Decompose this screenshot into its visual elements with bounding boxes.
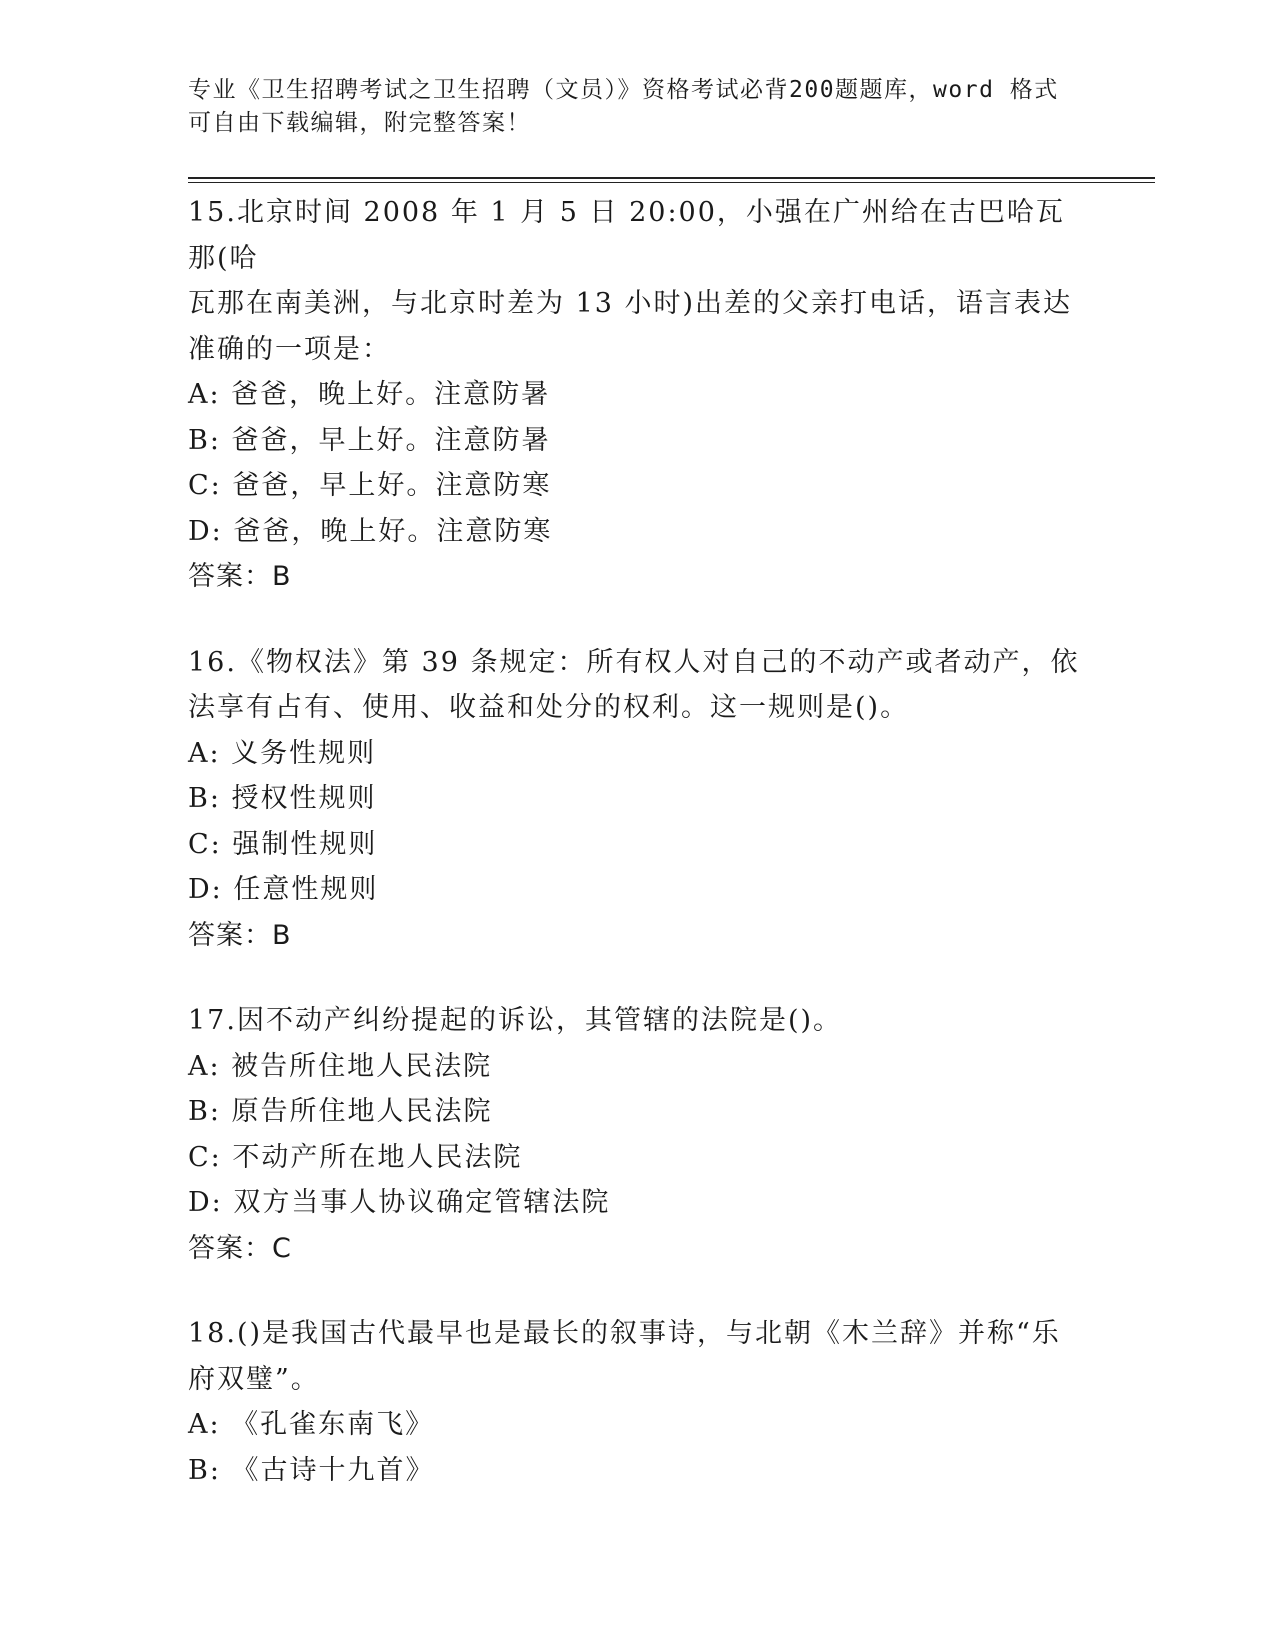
option-a: A: 爸爸，晚上好。注意防暑 bbox=[188, 379, 551, 410]
answer: 答案：B bbox=[188, 561, 292, 592]
question-stem-line: 17.因不动产纠纷提起的诉讼，其管辖的法院是()。 bbox=[188, 1005, 843, 1036]
document-header bbox=[188, 74, 1088, 140]
question-list bbox=[188, 190, 1088, 1533]
header-divider-thin bbox=[188, 182, 1155, 183]
question-stem-line: 瓦那在南美洲，与北京时差为 13 小时)出差的父亲打电话，语言表达 bbox=[188, 288, 1073, 319]
option-c: C: 爸爸，早上好。注意防寒 bbox=[188, 470, 552, 501]
option-a: A: 《孔雀东南飞》 bbox=[188, 1409, 435, 1440]
answer: 答案：B bbox=[188, 919, 292, 951]
header-line-2: 可自由下载编辑，附完整答案！ bbox=[188, 110, 531, 136]
header-line-1: 专业《卫生招聘考试之卫生招聘（文员）》资格考试必背200题题库，word 格式 bbox=[188, 77, 1059, 103]
question-stem-line: 18.()是我国古代最早也是最长的叙事诗，与北朝《木兰辞》并称“乐 bbox=[188, 1318, 1061, 1349]
option-a: A: 被告所住地人民法院 bbox=[188, 1050, 493, 1082]
option-b: B: 《古诗十九首》 bbox=[188, 1454, 435, 1486]
question-18 bbox=[188, 1311, 1088, 1493]
option-c: C: 强制性规则 bbox=[188, 828, 378, 860]
option-c: C: 不动产所在地人民法院 bbox=[188, 1141, 523, 1173]
option-b: B: 爸爸，早上好。注意防暑 bbox=[188, 424, 551, 456]
option-d: D: 爸爸，晚上好。注意防寒 bbox=[188, 515, 553, 547]
question-15 bbox=[188, 190, 1088, 600]
option-d: D: 双方当事人协议确定管辖法院 bbox=[188, 1187, 611, 1218]
question-stem-line: 法享有占有、使用、收益和处分的权利。这一规则是()。 bbox=[188, 692, 910, 723]
question-stem-line: 准确的一项是： bbox=[188, 333, 391, 365]
question-17 bbox=[188, 998, 1088, 1271]
header-divider-thick bbox=[188, 177, 1155, 179]
question-16 bbox=[188, 640, 1088, 959]
option-b: B: 授权性规则 bbox=[188, 783, 377, 814]
question-stem-line: 府双璧”。 bbox=[188, 1363, 320, 1395]
answer: 答案：C bbox=[188, 1232, 292, 1264]
question-stem-line: 16.《物权法》第 39 条规定：所有权人对自己的不动产或者动产，依 bbox=[188, 646, 1080, 678]
option-d: D: 任意性规则 bbox=[188, 874, 379, 905]
option-a: A: 义务性规则 bbox=[188, 737, 377, 769]
question-stem-line: 15.北京时间 2008 年 1 月 5 日 20:00，小强在广州给在古巴哈瓦那(哈 bbox=[188, 197, 1065, 274]
option-b: B: 原告所住地人民法院 bbox=[188, 1096, 493, 1127]
